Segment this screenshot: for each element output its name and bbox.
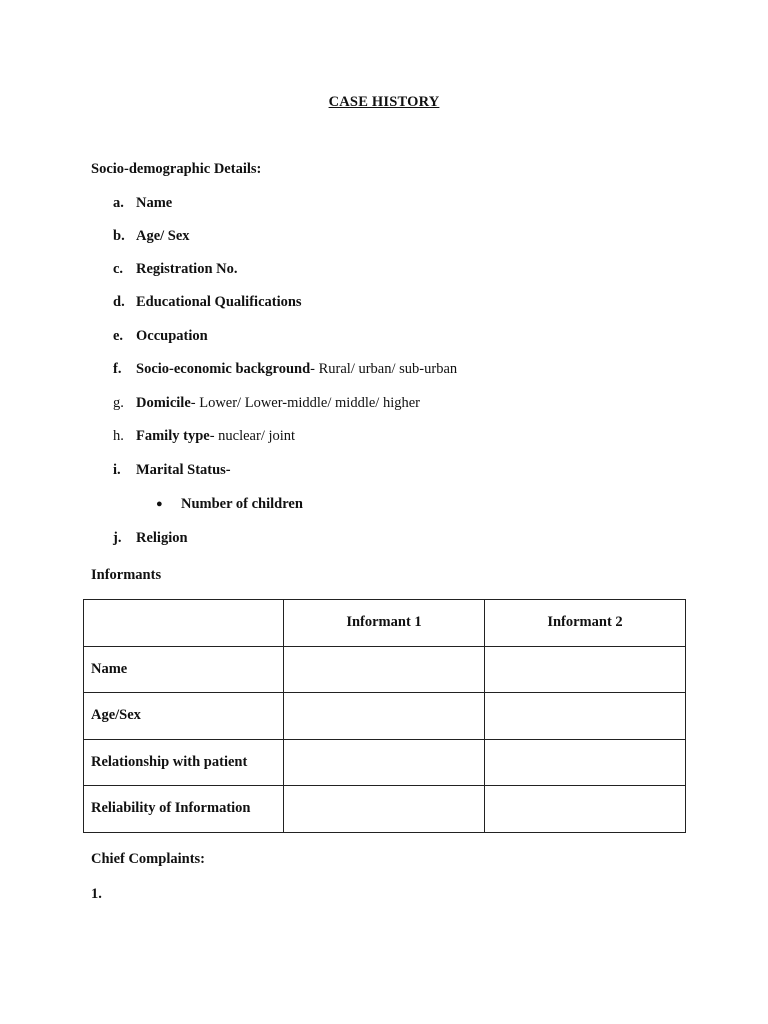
table-header-cell: Informant 1 [284,600,485,647]
list-item-socio-economic-background [113,361,457,378]
table-header-cell [84,600,284,647]
list-marker: a. [113,195,124,211]
list-item-registration-no [113,261,238,278]
sublist-item-number-of-children [156,496,303,513]
informants-table [83,599,686,833]
chief-complaint-item: 1. [91,886,102,902]
list-item-marital-status [113,462,231,479]
table-row [84,786,686,833]
item-label: Domicile [136,395,191,411]
page-title: CASE HISTORY [328,94,440,110]
row-label-cell: Reliability of Information [84,786,284,833]
list-marker: c. [113,261,124,277]
list-item-domicile [113,395,420,412]
row-label-cell: Name [84,646,284,693]
item-label: Age/ Sex [136,228,190,244]
table-cell [284,693,485,740]
list-marker: h. [113,428,124,444]
list-marker: i. [113,462,121,478]
socio-demographic-heading: Socio-demographic Details: [91,161,262,177]
list-item-educational-qualifications [113,294,302,311]
item-label: Registration No. [136,261,238,277]
item-options: - nuclear/ joint [209,428,296,444]
table-header-cell: Informant 2 [485,600,686,647]
list-item-occupation [113,328,208,345]
table-row [84,646,686,693]
table-row [84,693,686,740]
table-cell [485,739,686,786]
list-item-name [113,195,172,212]
list-marker: b. [113,228,125,244]
table-cell [485,693,686,740]
table-header-row [84,600,686,647]
item-label: Occupation [136,328,208,344]
table-cell [284,646,485,693]
list-marker: d. [113,294,125,310]
table-cell [485,646,686,693]
row-label-cell: Age/Sex [84,693,284,740]
item-options: - Lower/ Lower-middle/ middle/ higher [190,395,420,411]
informants-heading: Informants [91,567,162,583]
list-marker: f. [113,361,122,377]
item-label: Name [136,195,173,211]
list-item-family-type [113,428,295,445]
table-row [84,739,686,786]
item-label: Marital Status- [136,462,231,478]
item-label: Family type [136,428,210,444]
item-options: - Rural/ urban/ sub-urban [310,361,458,377]
table-cell [284,739,485,786]
list-item-age-sex [113,228,190,245]
item-label: Religion [136,530,188,546]
item-label: Socio-economic background [136,361,311,377]
subitem-label: Number of children [181,496,303,512]
list-marker: e. [113,328,124,344]
table-cell [284,786,485,833]
chief-complaints-heading: Chief Complaints: [91,851,205,867]
list-marker: j. [113,530,122,546]
table-cell [485,786,686,833]
list-marker: g. [113,395,124,411]
list-item-religion [113,530,188,547]
row-label-cell: Relationship with patient [84,739,284,786]
item-label: Educational Qualifications [136,294,302,310]
bullet-icon: ● [156,498,163,510]
